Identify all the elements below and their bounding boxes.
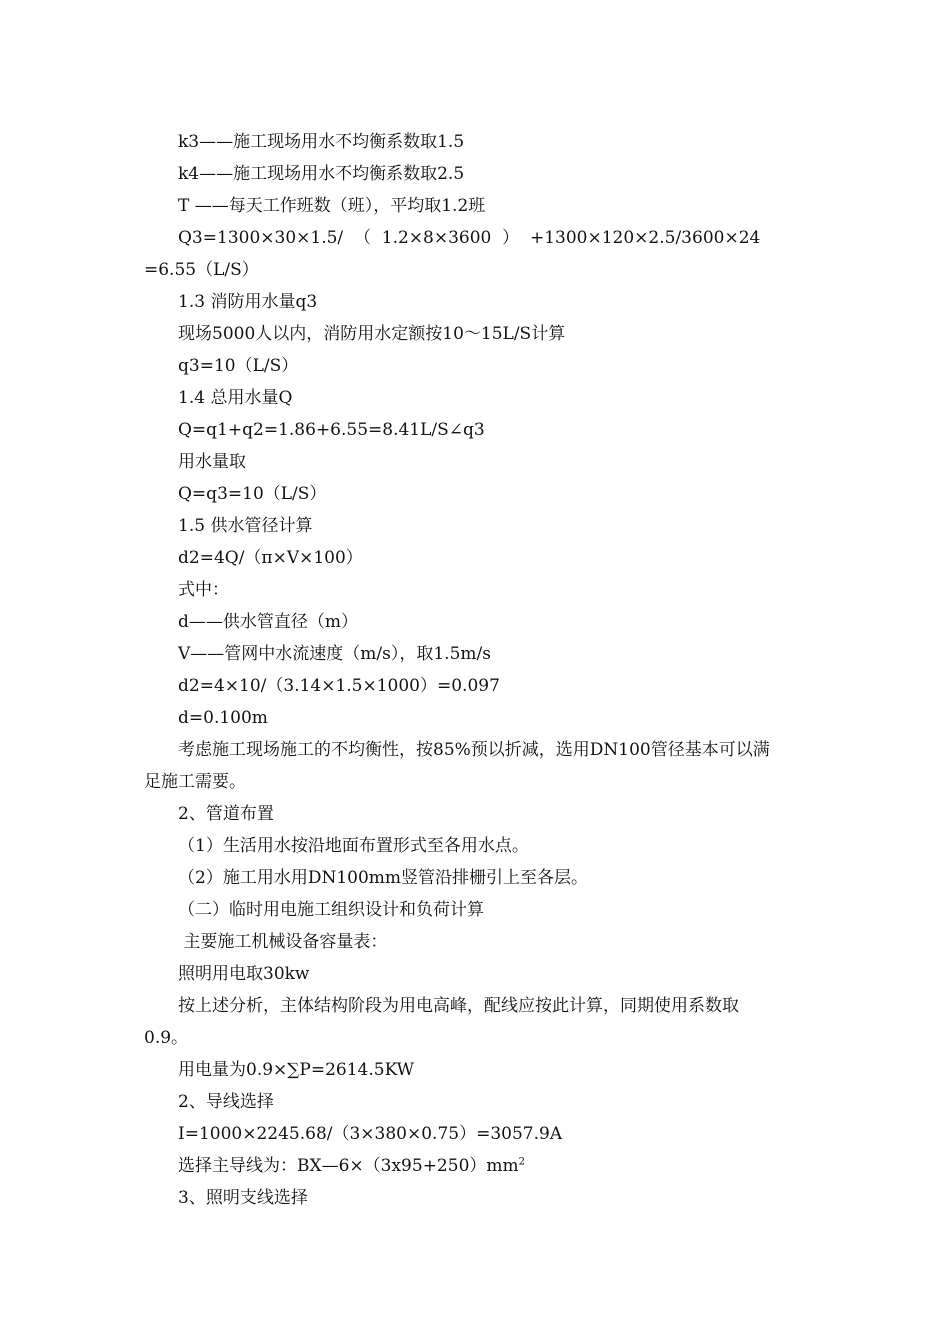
text-line: （1）生活用水按沿地面布置形式至各用水点。 [178,836,529,856]
text-line: （2）施工用水用DN100mm竖管沿排栅引上至各层。 [178,868,589,888]
section-heading: 1.5 供水管径计算 [178,516,313,536]
text-line: Q=q3=10（L/S） [178,484,327,504]
text-line: Q3=1300×30×1.5/ （ 1.2×8×3600 ） +1300×120×2.5/3600×24 [178,228,761,248]
section-heading: 1.4 总用水量Q [178,388,293,408]
text-line: 式中： [178,580,229,600]
section-heading: 2、导线选择 [178,1092,274,1112]
text-line: d2=4Q/（π×V×100） [178,548,363,568]
text-line: 用电量为0.9×∑P=2614.5KW [178,1060,415,1080]
text-line [144,1150,810,1182]
text-line: q3=10（L/S） [178,356,299,376]
text-line: I=1000×2245.68/（3×380×0.75）=3057.9A [178,1124,563,1144]
document-body [144,126,810,1214]
text-line: 现场5000人以内，消防用水定额按10～15L/S计算 [178,324,566,344]
superscript: 2 [518,1156,525,1168]
text-line: d——供水管直径（m） [178,612,359,632]
text-line: 足施工需要。 [144,772,246,792]
section-heading: （二）临时用电施工组织设计和负荷计算 [178,900,484,920]
section-heading: 2、管道布置 [178,804,274,824]
text-line: 主要施工机械设备容量表： [178,932,388,952]
text-line: V——管网中水流速度（m/s），取1.5m/s [178,644,491,664]
text-line: 按上述分析，主体结构阶段为用电高峰，配线应按此计算，同期使用系数取 [178,996,739,1016]
text-line: 0.9。 [144,1028,189,1048]
section-heading: 1.3 消防用水量q3 [178,292,318,312]
text-line: k4——施工现场用水不均衡系数取2.5 [178,164,465,184]
text-line: T ——每天工作班数（班），平均取1.2班 [178,196,486,216]
text-line: k3——施工现场用水不均衡系数取1.5 [178,132,465,152]
text-line: 考虑施工现场施工的不均衡性，按85%预以折减，选用DN100管径基本可以满 [178,740,770,760]
text-line: Q=q1+q2=1.86+6.55=8.41L/S∠q3 [178,420,485,440]
text-line: 照明用电取30kw [178,964,310,984]
text-line: d=0.100m [178,708,268,728]
text-line: 用水量取 [178,452,246,472]
text-line: =6.55（L/S） [144,260,259,280]
section-heading: 3、照明支线选择 [178,1188,308,1208]
text-line: d2=4×10/（3.14×1.5×1000）=0.097 [178,676,500,696]
text-line-main: 选择主导线为：BX—6×（3x95+250）mm [178,1156,519,1176]
